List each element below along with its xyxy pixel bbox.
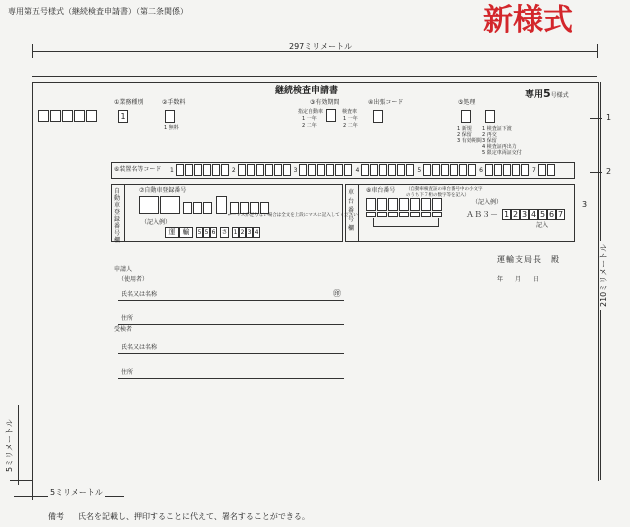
f5-opt-b3: 3 保留 <box>482 138 497 144</box>
agent-name-label: 氏名又は名称 <box>121 344 158 351</box>
row-mark-1: 1 <box>606 113 612 122</box>
agent-name-line[interactable] <box>118 353 344 354</box>
chassis-section-vertical-label: 車台番号欄 <box>348 189 355 232</box>
width-dimension-label: 297ミリメートル <box>285 43 356 51</box>
f3-col2-opt1: 1 一年 <box>343 116 358 122</box>
applicant-address-label: 住所 <box>121 315 134 322</box>
width-dim-tick-right <box>597 44 598 58</box>
f3-col1-title: 指定自動車 <box>298 109 324 115</box>
f8-example-digits: 1 2 3 4 5 6 7 <box>503 210 564 219</box>
f8-example-prefix: ＡＢ３－ <box>466 210 498 219</box>
f3-col2-opt2: 2 二年 <box>343 123 358 129</box>
f2-label: ②手数料 <box>162 99 186 106</box>
form-number-digit: 5 <box>543 87 551 100</box>
registration-section-vertical-label: 自動車登録番号欄 <box>114 188 121 244</box>
f4-label: ④出張コード <box>368 99 404 106</box>
f6-group-num: 4 <box>355 166 360 174</box>
f8-label: ⑧車台番号 <box>366 187 396 194</box>
f6-label: ⑥装置名等コード <box>114 166 162 173</box>
row-mark-3: 3 <box>582 200 588 209</box>
margin-corner-h <box>10 480 32 481</box>
f3-validity-box[interactable] <box>326 109 336 122</box>
f8-example-label: （記入例） <box>472 199 503 206</box>
f5-opt-a1: 1 新規 <box>457 126 472 132</box>
f6-group-4[interactable] <box>361 164 415 176</box>
f6-group-5[interactable] <box>423 164 477 176</box>
sheet-top-line <box>32 76 597 77</box>
date-line: 年 月 日 <box>497 276 540 283</box>
margin-corner-v <box>32 480 33 500</box>
ocr-mark-boxes <box>38 110 98 122</box>
f8-note: （自動車検査証の車台番号中の小文字のうち下７桁の数字等を記入） <box>406 187 483 198</box>
seal-mark: ㊞ <box>333 289 341 298</box>
f1-label: ①業務種別 <box>114 99 144 106</box>
addressee: 運輸支局長 殿 <box>497 255 560 264</box>
form-title-top: 専用第五号様式（継続検査申請書）（第二条関係） <box>8 7 188 16</box>
footer-note-text: 氏名を記載し、押印することに代えて、署名することができる。 <box>78 512 310 521</box>
f1-business-type-box[interactable]: 1 <box>118 110 128 123</box>
margin-h-label: 5ミリメートル <box>50 488 103 497</box>
f8-example-suffix: 記入 <box>536 222 549 229</box>
f7-label: ⑦自動車登録番号 <box>139 187 187 194</box>
f2-note: 1 無料 <box>164 125 179 131</box>
chassis-section-divider <box>358 184 359 242</box>
f5-opt-b2: 2 再交 <box>482 132 497 138</box>
f6-code-groups <box>170 164 556 176</box>
f2-fee-box[interactable] <box>165 110 175 123</box>
form-number-prefix: 専用 <box>525 90 544 100</box>
f6-group-6[interactable] <box>485 164 530 176</box>
f7-note: ←一マスが足りない場合は全文を上段にマスに記入してください <box>228 213 358 218</box>
f3-col1-opt2: 2 二年 <box>302 123 317 129</box>
f7-example-plate: 運 輸 5 5 6 さ 1 2 3 4 <box>165 227 260 238</box>
f3-col2-title: 検査車 <box>342 109 358 115</box>
form-number-suffix: 号様式 <box>550 92 569 99</box>
f6-group-num: 1 <box>170 166 174 174</box>
f6-group-7[interactable] <box>538 164 556 176</box>
ocr-box <box>62 110 73 122</box>
f6-group-3[interactable] <box>299 164 353 176</box>
f7-registration-input-cells[interactable] <box>139 196 270 214</box>
f5-opt-b4: 4 検査証再出力 <box>482 144 517 150</box>
f4-dispatch-code-box[interactable] <box>373 110 383 123</box>
f3-label: ③有効期間 <box>310 99 340 106</box>
footer-note-label: 備考 <box>48 512 64 521</box>
applicant-name-label: 氏名又は名称 <box>121 291 158 298</box>
ocr-box <box>38 110 49 122</box>
f6-group-num: 5 <box>417 166 422 174</box>
ocr-box <box>86 110 97 122</box>
margin-v-label: 5ミリメートル <box>5 419 14 472</box>
f6-group-num: 7 <box>531 166 536 174</box>
width-dimension-line <box>32 51 597 52</box>
margin-v-dimension-line <box>18 405 19 485</box>
f6-group-2[interactable] <box>238 164 292 176</box>
f5-opt-a3: 3 有効期間 <box>457 138 482 144</box>
row-mark-2: 2 <box>606 167 612 176</box>
f5-opt-b1: 1 検査証下渡 <box>482 126 512 132</box>
f7-example-label: （記入例） <box>141 219 172 226</box>
new-format-stamp: 新様式 <box>483 3 573 38</box>
applicant-label: 申請人 <box>114 266 133 273</box>
f5-label: ⑤処理 <box>458 99 476 106</box>
f6-group-num: 6 <box>479 166 483 174</box>
applicant-name-line[interactable] <box>118 300 344 301</box>
agent-address-label: 住所 <box>121 369 134 376</box>
applicant-address-line[interactable] <box>118 324 344 325</box>
row-mark-2-tick <box>590 172 602 173</box>
applicant-sub-label: （使用者） <box>118 276 149 283</box>
form-number <box>525 87 569 100</box>
f3-col1-opt1: 1 一年 <box>302 116 317 122</box>
f5-process-box-1[interactable] <box>461 110 471 123</box>
f5-process-box-2[interactable] <box>485 110 495 123</box>
f6-group-num: 2 <box>231 166 236 174</box>
f6-group-num: 3 <box>293 166 298 174</box>
f8-chassis-sub-cells <box>366 212 443 217</box>
height-dimension-label: 210ミリメートル <box>600 241 608 310</box>
ocr-box <box>50 110 61 122</box>
width-dim-tick-left <box>32 44 33 58</box>
registration-section-divider <box>124 184 125 242</box>
form-title: 継続検査申請書 <box>275 86 339 96</box>
ocr-box <box>74 110 85 122</box>
agent-address-line[interactable] <box>118 378 344 379</box>
f6-group-1[interactable] <box>176 164 230 176</box>
row-mark-1-tick <box>590 118 602 119</box>
f5-opt-a2: 2 保留 <box>457 132 472 138</box>
f8-chassis-input-cells[interactable] <box>366 198 443 211</box>
f8-bracket <box>373 218 439 227</box>
agent-label: 受検者 <box>114 326 133 333</box>
f5-opt-b5: 5 限定車両証交付 <box>482 150 522 156</box>
